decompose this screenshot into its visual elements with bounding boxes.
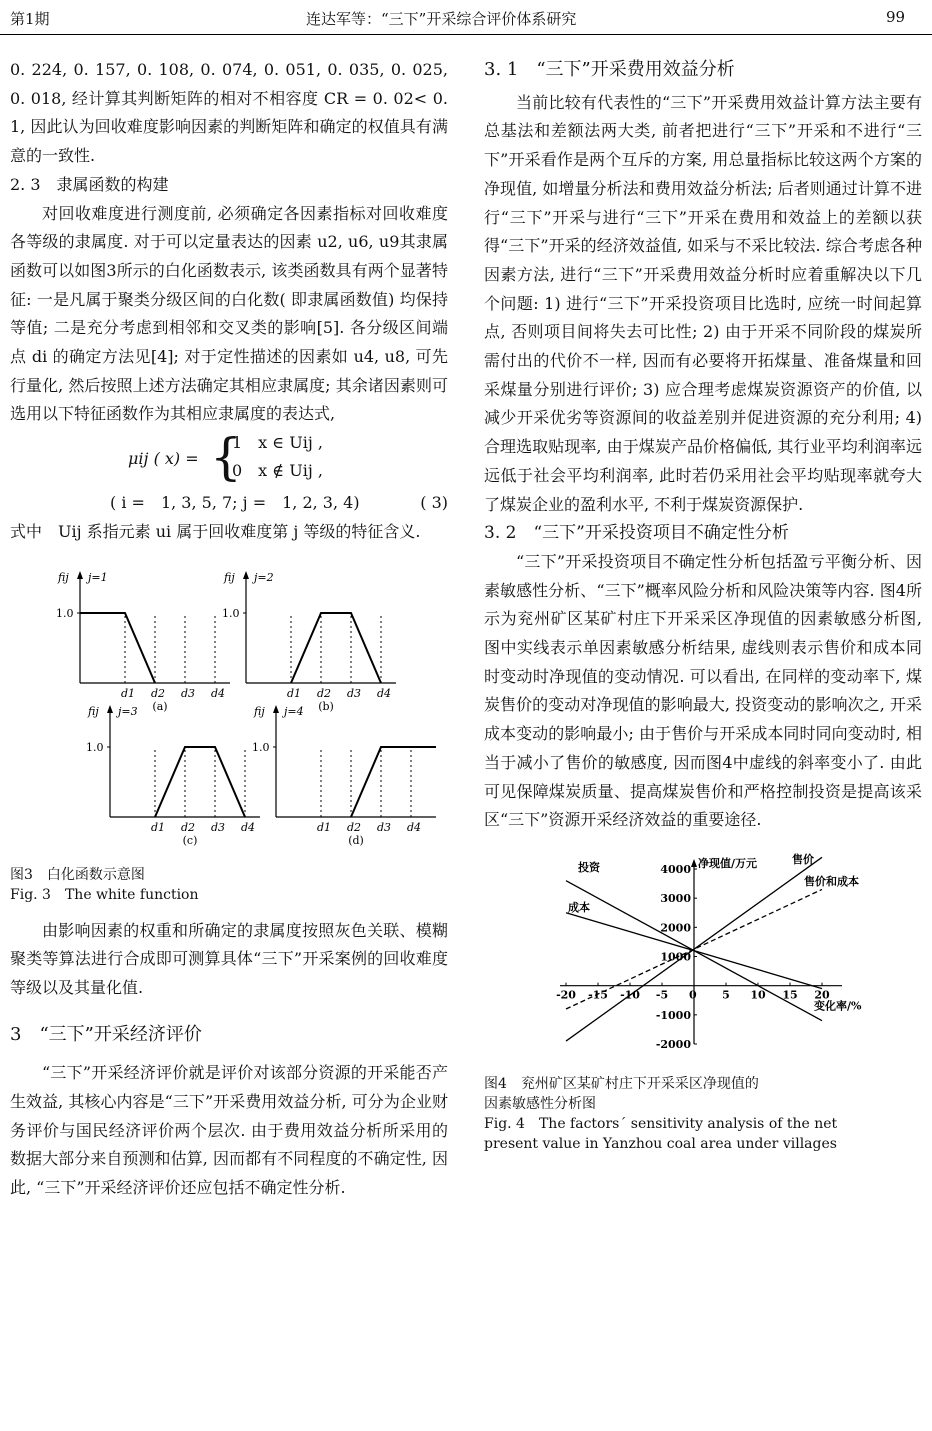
paragraph: 式中 Uij 系指元素 ui 属于回收难度第 j 等级的特征含义. xyxy=(10,522,421,542)
equation-index-range: ( i = 1, 3, 5, 7; j = 1, 2, 3, 4) xyxy=(110,493,360,513)
membership-curve xyxy=(351,747,436,817)
y-axis-label: 净现值/万元 xyxy=(698,856,758,870)
paragraph: “三下”开采投资项目不确定性分析包括盈亏平衡分析、因素敏感性分析、“三下”概率风险分析和风险决策等内容. 图4所示为兖州矿区某矿村庄下开采采区净现值的因素敏感分析图, 图中实线表示单因素敏感分析结果, 虚线则表示售价和成本同时变动时净现值的变动情况. 可以看出, 在同样的变动率下, 煤炭售价的变动对净现值的影响最大, 投资变动的影响次之, 开采成本变动的影响最小; 由于售价与开采成本同时同向变动时, 相当于减小了售价的敏感度, 因而图4中虚线的斜率变小了. 由此可见保障煤炭质量、提高煤炭售价和严格控制投资是提高该采区“三下”资源开采经济效益的重要途径. xyxy=(484,551,922,830)
white-function-panel xyxy=(86,705,260,847)
x-tick-label: 0 xyxy=(689,988,697,1002)
figure-4-caption-en-1: Fig. 4 The factors´ sensitivity analysis of the net xyxy=(484,1115,838,1132)
figure-4-caption-en-2: present value in Yanzhou coal area under villages xyxy=(484,1135,837,1152)
y-tick-label: 1.0 xyxy=(86,740,104,754)
y-axis-arrow xyxy=(77,571,83,579)
x-tick-label: -15 xyxy=(588,988,608,1002)
y-tick-label: 1000 xyxy=(660,950,691,964)
y-axis-arrow xyxy=(273,705,279,713)
y-axis-label: fij xyxy=(254,704,265,718)
equation-lhs: μij ( x) = xyxy=(128,449,199,469)
equation-3 xyxy=(10,429,448,489)
x-tick-label: d3 xyxy=(211,820,226,834)
equation-case-2: 0 x ∉ Uij , xyxy=(232,461,323,481)
y-tick-label: 2000 xyxy=(660,921,691,935)
x-axis-label: 变化率/% xyxy=(814,999,862,1013)
white-function-panel xyxy=(252,705,436,847)
x-tick-label: -5 xyxy=(655,988,669,1002)
y-axis-arrow xyxy=(691,859,697,867)
equation-number: ( 3) xyxy=(420,493,448,513)
running-title: 连达军等：“三下”开采综合评价体系研究 xyxy=(306,10,577,28)
brace-symbol: { xyxy=(210,428,242,487)
paragraph: 当前比较有代表性的“三下”开采费用效益计算方法主要有总基法和差额法两大类, 前者把进行“三下”开采和不进行“三下”开采看作是两个互斥的方案, 用总量指标比较这两个方案的净现值, 如增量分析法和费用效益分析法; 后者则通过计算不进行“三下”开采与进行“三下”开采在费用和效益上的差额以获得“三下”开采的经济效益值, 如采与不采比较法. 综合考虑各种因素方法, 进行“三下”开采费用效益分析时应着重解决以下几个问题: 1) 进行“三下”开采投资项目比选时, 应统一时间起算点, 否则项目间将失去可比性; 2) 由于开采不同阶段的煤炭所需付出的代价不一样, 因而有必要将开拓煤量、准备煤量和回采煤量分别进行评价; 3) 应合理考虑煤炭资源资产的价值, 以减少开采优劣等资源间的收益差别并促进资源的充分利用; 4) 合理选取贴现率, 由于煤炭产品价格偏低, 其行业平均利润率远远低于社会平均利润率, 此时若仍采用社会平均贴现率就夸大了煤炭企业的盈利水平, 不利于煤炭资源保护. xyxy=(484,92,922,514)
x-tick-label: 20 xyxy=(814,988,830,1002)
panel-label: (a) xyxy=(152,699,168,713)
y-axis-label: fij xyxy=(58,570,69,584)
x-tick-label: 15 xyxy=(782,988,798,1002)
x-tick-label: d4 xyxy=(407,820,422,834)
y-axis-arrow xyxy=(107,705,113,713)
paragraph: 对回收难度进行测度前, 必须确定各因素指标对回收难度各等级的隶属度. 对于可以定量表达的因素 u2, u6, u9其隶属函数可以如图3所示的白化函数表示, 该类函数具有两个显著特征: 一是凡属于聚类分级区间的白化数( 即隶属函数值) 均保持等值; 二是充分考虑到相邻和交叉类的影响[5]. 各分级区间端点 di 的确定方法见[4]; 对于定性描述的因素如 u4, u8, 可先行量化, 然后按照上述方法确定其相应隶属度; 其余诸因素则可选用以下特征函数作为其相应隶属度的表达式, xyxy=(10,203,448,424)
figure-3 xyxy=(10,555,448,905)
panel-j-label: j=4 xyxy=(284,704,304,718)
y-axis-arrow xyxy=(243,571,249,579)
y-tick-label: -2000 xyxy=(655,1037,691,1051)
x-tick-label: d1 xyxy=(317,820,332,834)
y-tick-label: 1.0 xyxy=(56,606,74,620)
x-tick-label: d2 xyxy=(151,686,166,700)
equation-conditions xyxy=(10,489,448,518)
panel-j-label: j=2 xyxy=(254,570,274,584)
panel-j-label: j=1 xyxy=(88,570,108,584)
section-heading-3: 3 “三下”开采经济评价 xyxy=(10,1023,202,1045)
panel-label: (b) xyxy=(318,699,334,713)
panel-label: (d) xyxy=(348,833,364,847)
y-axis-label: fij xyxy=(88,704,99,718)
figure-3-caption-en: Fig. 3 The white function xyxy=(10,886,199,903)
section-heading-3-2: 3. 2 “三下”开采投资项目不确定性分析 xyxy=(484,523,789,544)
left-column xyxy=(10,56,448,1203)
membership-curve xyxy=(291,613,381,683)
x-tick-label: d4 xyxy=(241,820,256,834)
x-tick-label: d1 xyxy=(151,820,166,834)
section-heading-3-1: 3. 1 “三下”开采费用效益分析 xyxy=(484,59,735,80)
y-tick-label: 3000 xyxy=(660,892,691,906)
figure-3-caption-cn: 图3 白化函数示意图 xyxy=(10,866,145,883)
x-tick-label: d1 xyxy=(121,686,136,700)
x-tick-label: 5 xyxy=(722,988,730,1002)
series-label: 售价 xyxy=(792,852,814,866)
right-column xyxy=(484,56,922,1154)
series-label: 投资 xyxy=(578,860,600,874)
equation-case-1: 1 x ∈ Uij , xyxy=(232,433,323,453)
figure-4-caption-cn-2: 因素敏感性分析图 xyxy=(484,1095,596,1112)
series-label: 售价和成本 xyxy=(804,874,859,888)
y-axis-label: fij xyxy=(224,570,235,584)
x-tick-label: d2 xyxy=(317,686,332,700)
y-tick-label: 4000 xyxy=(660,862,691,876)
x-tick-label: d3 xyxy=(181,686,196,700)
white-function-diagram xyxy=(10,555,448,855)
x-tick-label: d1 xyxy=(287,686,302,700)
x-tick-label: d2 xyxy=(347,820,362,834)
paragraph: 0. 224, 0. 157, 0. 108, 0. 074, 0. 051, 0. 035, 0. 025, 0. 018, 经计算其判断矩阵的相对不相容度 CR = 0. 02< 0. 1, 因此认为回收难度影响因素的判断矩阵和确定的权值具有满意的一致性. xyxy=(10,60,448,166)
x-tick-label: -20 xyxy=(556,988,576,1002)
paragraph: “三下”开采经济评价就是评价对该部分资源的开采能否产生效益, 其核心内容是“三下”开采费用效益分析, 可分为企业财务评价与国民经济评价两个层次. 由于费用效益分析所采用的数据大部分来自预测和估算, 因而都有不同程度的不确定性, 因此, “三下”开采经济评价还应包括不确定性分析. xyxy=(10,1063,448,1198)
panel-j-label: j=3 xyxy=(118,704,138,718)
series-label: 成本 xyxy=(568,900,590,914)
x-tick-label: d3 xyxy=(377,820,392,834)
y-tick-label: 1.0 xyxy=(222,606,240,620)
section-heading-2-3: 2. 3 隶属函数的构建 xyxy=(10,174,169,194)
x-tick-label: -10 xyxy=(620,988,640,1002)
y-tick-label: -1000 xyxy=(655,1008,691,1022)
issue-number: 第1期 xyxy=(10,10,50,28)
page-header xyxy=(0,0,932,35)
white-function-panel xyxy=(56,571,230,713)
x-tick-label: d4 xyxy=(377,686,392,700)
x-tick-label: d4 xyxy=(211,686,226,700)
figure-4 xyxy=(484,849,922,1154)
y-tick-label: 1.0 xyxy=(252,740,270,754)
page-number: 99 xyxy=(886,8,906,26)
figure-4-caption-cn-1: 图4 兖州矿区某矿村庄下开采采区净现值的 xyxy=(484,1075,759,1092)
x-tick-label: d2 xyxy=(181,820,196,834)
sensitivity-chart xyxy=(484,849,922,1064)
x-tick-label: d3 xyxy=(347,686,362,700)
paragraph: 由影响因素的权重和所确定的隶属度按照灰色关联、模糊聚类等算法进行合成即可测算具体“三下”开采案例的回收难度等级以及其量化值. xyxy=(10,920,448,997)
panel-label: (c) xyxy=(182,833,198,847)
x-tick-label: 10 xyxy=(750,988,766,1002)
membership-curve xyxy=(80,613,155,683)
membership-curve xyxy=(155,747,245,817)
white-function-panel xyxy=(222,571,396,713)
